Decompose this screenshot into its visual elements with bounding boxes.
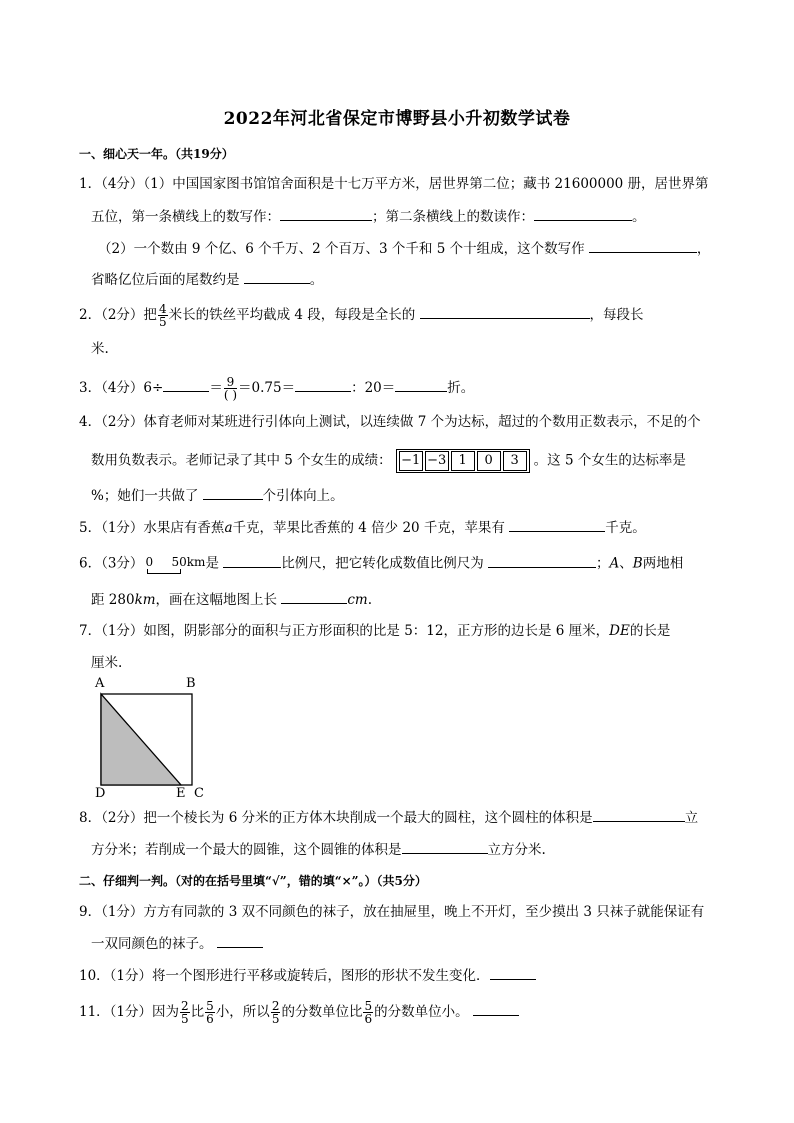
q5-line: 5．（1分）水果店有香蕉a千克，苹果比香蕉的 4 倍少 20 千克，苹果有 千克。 [79,520,646,536]
q6-blank-2[interactable] [488,554,596,568]
section-heading-1: 一、细心天一年。（共19分） [79,147,234,161]
q4-score-boxes [396,449,530,473]
q1-line-2: 五位，第一条横线上的数写作： ；第二条横线上的数读作： 。 [91,209,646,225]
q3-line: 3．（4分）6÷ ＝ $\frac{9}{( )}$ ＝0.75＝ ：20＝ 折。 [79,375,475,402]
q9-line-1: 9．（1分）方方有同款的 3 双不同颜色的袜子，放在抽屉里，晚上不开灯，至少摸出 3 只袜子就能保证有 [79,904,705,920]
q3-fraction: $\frac{9}{( )}$ [223,375,238,402]
q1-blank-3[interactable] [589,239,697,253]
q1-line-3: （2）一个数由 9 个亿、6 个千万、2 个百万、3 个千和 5 个十组成，这个数写作 ， [98,241,711,257]
q11-fraction-2: $\frac{5}{6}$ [206,999,214,1026]
q2-blank[interactable] [420,305,590,319]
score-cell: −1 [399,451,423,471]
q7-line-2: 厘米. [91,655,123,671]
score-cell: 0 [477,451,501,471]
q6-line-1: 6．（3分） 0 50km 是 比例尺，把它转化成数值比例尺为 ；A、B两地相 [79,553,683,575]
q6-blank-3[interactable] [281,590,347,604]
q1-line-1: 1．（4分）（1）中国国家图书馆馆舍面积是十七万平方米，居世界第二位；藏书 21600000 册，居世界第 [79,176,709,192]
q4-blank[interactable] [203,486,263,500]
score-cell: 1 [451,451,475,471]
q1-line-4: 省略亿位后面的尾数约是 。 [91,272,324,288]
q3-blank-3[interactable] [395,378,447,392]
vertex-label-e: E [176,786,186,801]
vertex-label-a: A [95,676,105,691]
q8-line-2: 方分米；若削成一个最大的圆锥，这个圆锥的体积是 立方分米. [91,842,546,858]
q1-blank-1[interactable] [280,207,372,221]
q11-fraction-4: $\frac{5}{6}$ [364,999,373,1026]
q8-line-1: 8．（2分）把一个棱长为 6 分米的正方体木块削成一个最大的圆柱，这个圆柱的体积是 立 [79,810,699,826]
q3-blank-2[interactable] [295,378,351,392]
q11-fraction-3: $\frac{2}{5}$ [271,999,280,1026]
q8-blank-1[interactable] [593,808,685,822]
vertex-label-b: B [186,676,196,691]
q9-line-2: 一双同颜色的袜子。 [91,934,263,953]
q4-line-3: %；她们一共做了 个引体向上。 [91,488,344,504]
q4-line-2: 数用负数表示。老师记录了其中 5 个女生的成绩： −1 −3 1 0 3 。这 5 个女生的达标率是 [91,449,686,473]
q4-line-1: 4．（2分）体育老师对某班进行引体向上测试，以连续做 7 个为达标，超过的个数用正数表示，不足的个 [79,414,701,430]
vertex-label-d: D [95,786,106,801]
q2-line-2: 米. [91,341,109,357]
q1-blank-4[interactable] [244,270,310,284]
square-figure [90,678,210,808]
q11-fraction-1: $\frac{2}{5}$ [181,999,189,1026]
q10-blank[interactable] [490,966,536,980]
page-title: 2022年河北省保定市博野县小升初数学试卷 [223,109,571,129]
q6-line-2: 距 280km，画在这幅地图上长 cm. [91,592,373,608]
q1-blank-2[interactable] [534,207,632,221]
q2-fraction: $\frac{4}{5}$ [158,302,167,329]
q6-blank-1[interactable] [223,554,281,568]
q3-blank-1[interactable] [163,378,209,392]
line-scale-icon: 0 50km [143,553,205,575]
score-cell: 3 [503,451,527,471]
q5-blank[interactable] [509,518,605,532]
score-cell: −3 [425,451,449,471]
section-heading-2: 二、仔细判一判。（对的在括号里填“√”，错的填“×”。）（共5分） [79,874,427,888]
q11-line: 11．（1分）因为 $\frac{2}{5}$ 比 $\frac{5}{6}$ 小，所以 $\frac{2}{5}$ 的分数单位比 $\frac{5}{6}$ 的分数单位小。 [79,1000,519,1025]
square-diagram [90,678,210,804]
vertex-label-c: C [194,786,204,801]
q10-line: 10．（1分）将一个图形进行平移或旋转后，图形的形状不发生变化． [79,966,536,985]
q2-line-1: 2．（2分）把 $\frac{4}{5}$ 米长的铁丝平均截成 4 段，每段是全长的 ，每段长 [79,302,644,329]
q8-blank-2[interactable] [402,840,488,854]
q9-blank[interactable] [217,934,263,948]
q7-line-1: 7．（1分）如图，阴影部分的面积与正方形面积的比是 5：12，正方形的边长是 6 厘米，DE的长是 [79,623,671,639]
q11-blank[interactable] [473,1002,519,1016]
